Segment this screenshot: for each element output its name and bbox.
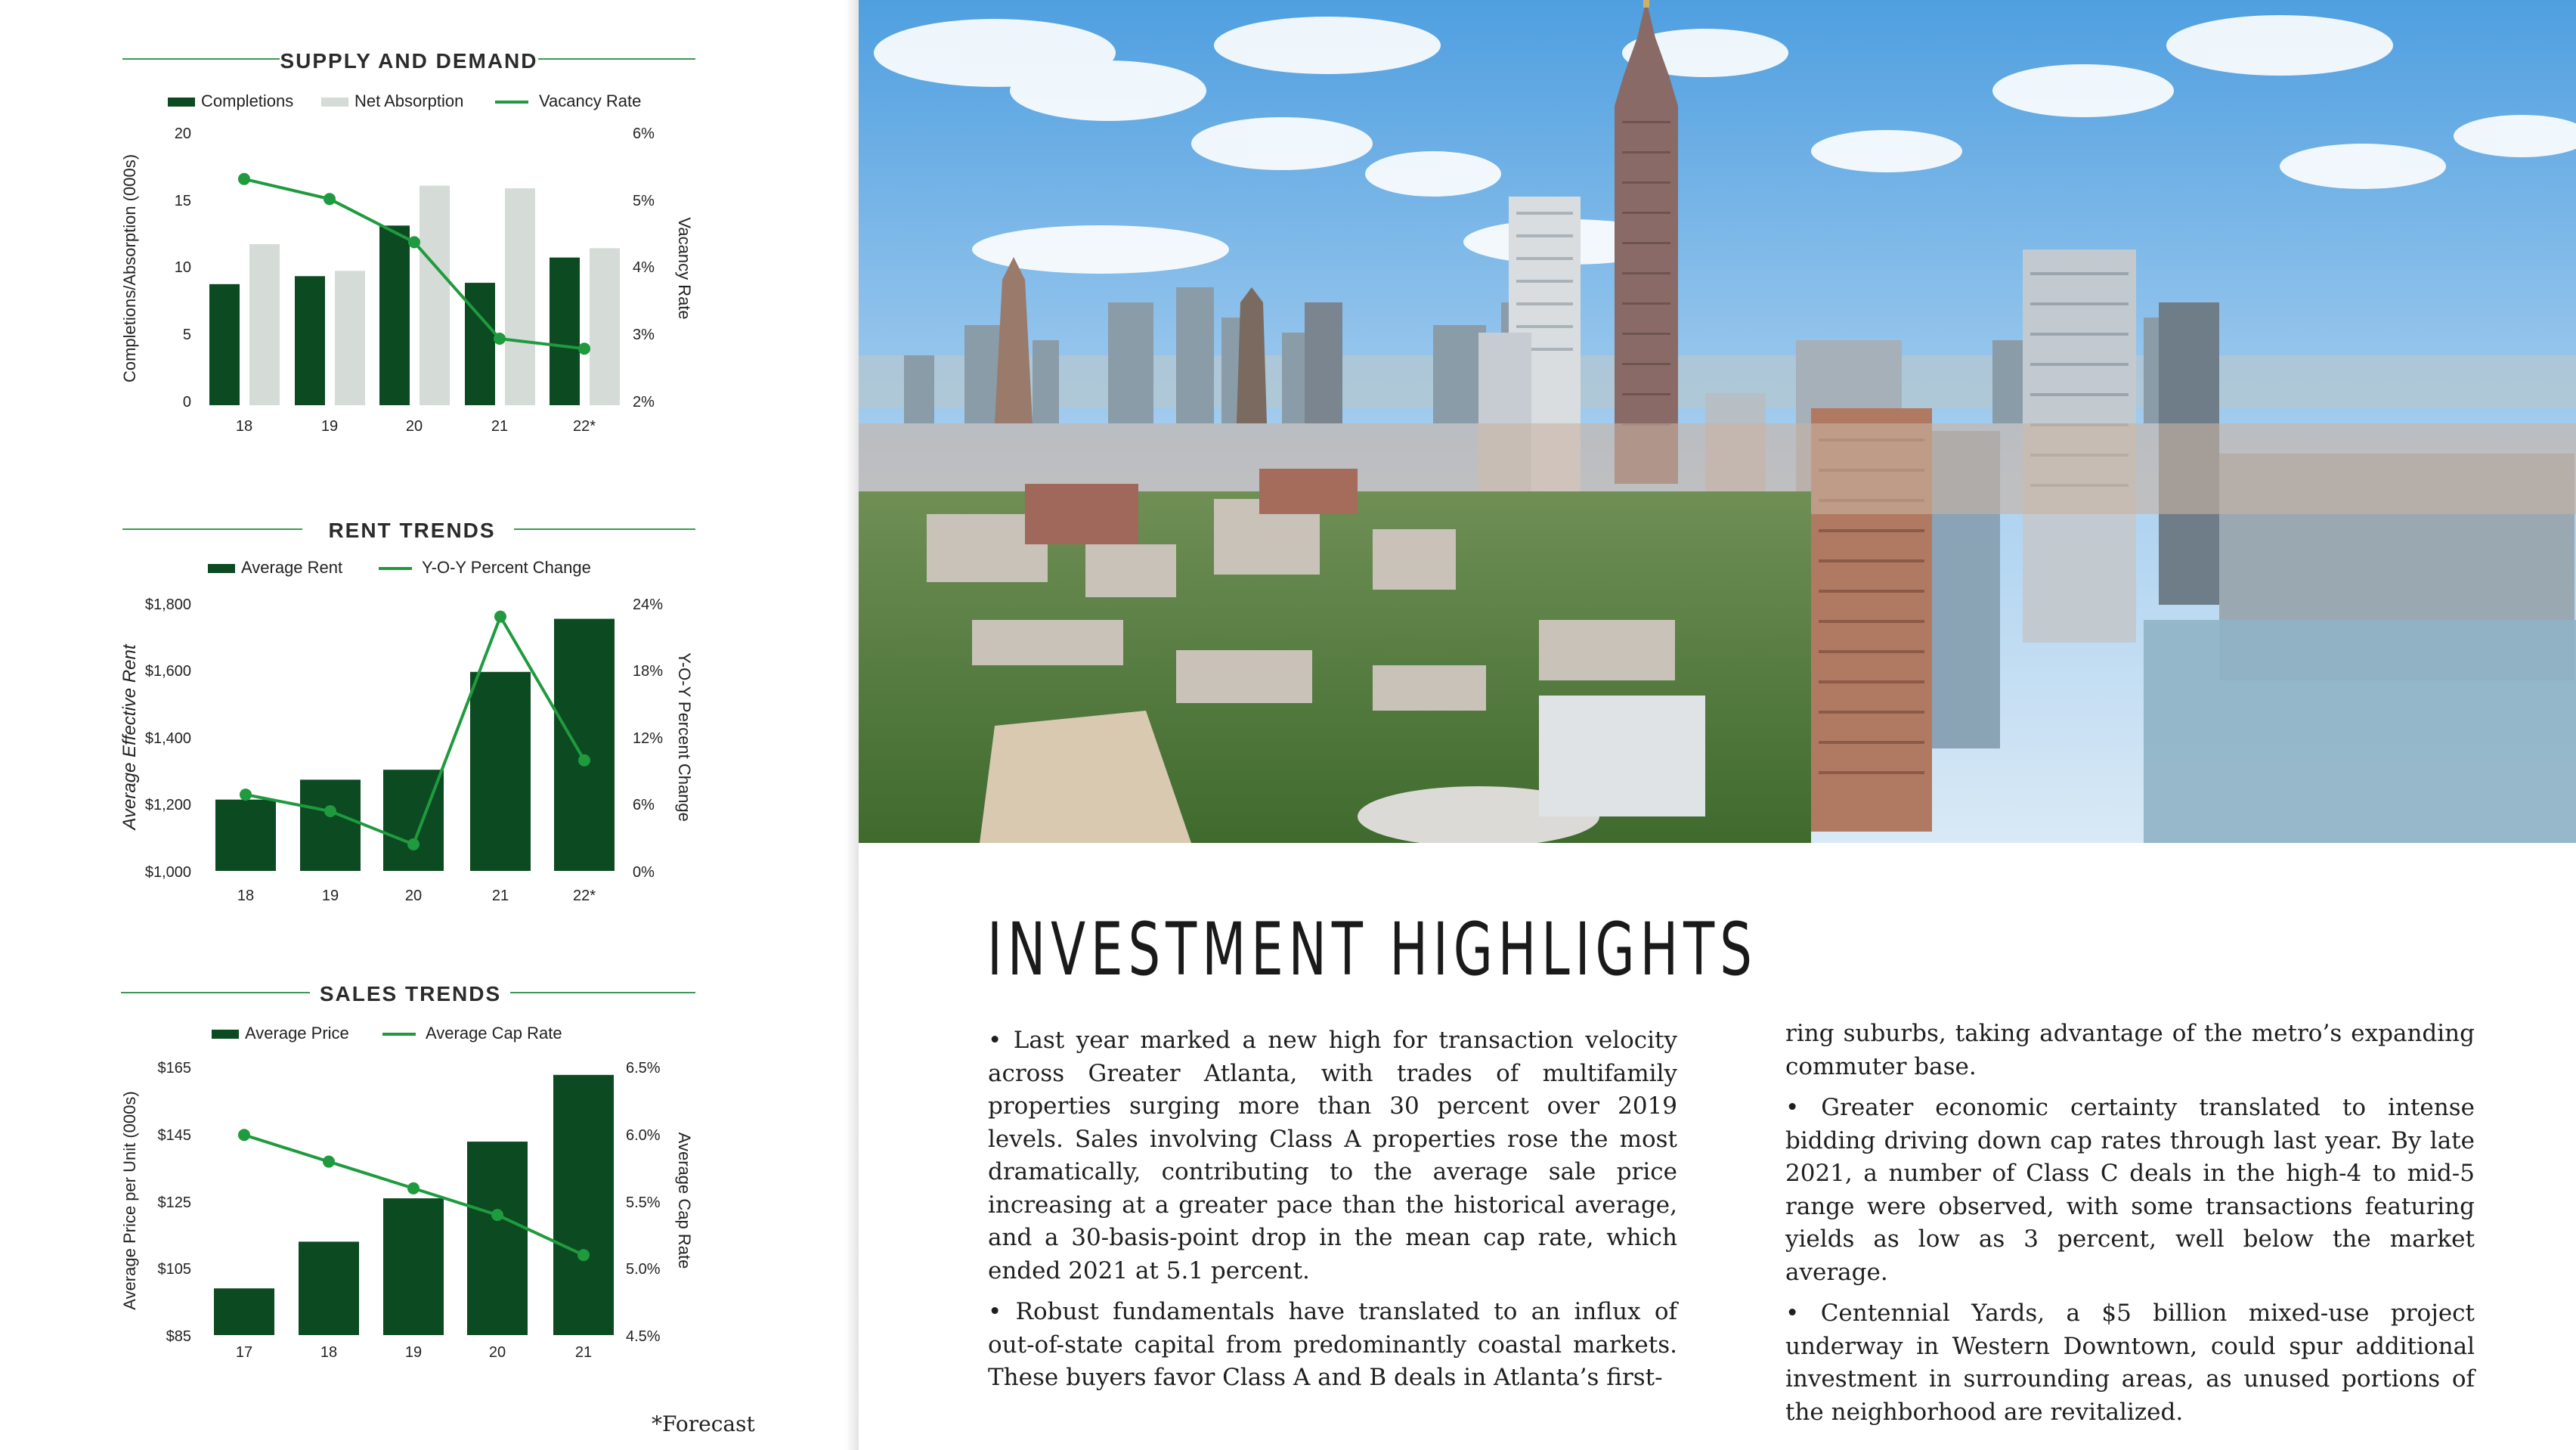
y-tick-left: 0	[182, 394, 191, 411]
plot-area	[209, 173, 620, 405]
line-point-18	[240, 789, 252, 801]
y-axis-label-left: Completions/Absorption (000s)	[120, 153, 139, 383]
x-tick: 18	[237, 888, 255, 904]
paragraph: • Greater economic certainty translated to intense bidding driving down cap rates through last year. By late 2021, a number of Class C deals in the high-4 to mid-5 range were observed, with some transactions featuring yields as low as 3 percent, well below the market average.	[1785, 1094, 2475, 1286]
line-point-22	[578, 754, 590, 767]
legend-label-yoy-change: Y-O-Y Percent Change	[422, 558, 591, 577]
bar-average-price-19	[383, 1198, 444, 1335]
y-tick-left: $125	[157, 1194, 191, 1211]
line-point-19	[407, 1182, 420, 1194]
article-column-1	[988, 1024, 1677, 1403]
chart-title: SUPPLY AND DEMAND	[280, 49, 538, 73]
page-fold-shadow	[845, 0, 860, 1450]
bar-average-price-20	[467, 1142, 528, 1335]
y-tick-left: 15	[174, 193, 191, 209]
y-tick-left: $85	[166, 1328, 191, 1345]
y-tick-right: 18%	[633, 663, 664, 680]
bar-completions-19	[295, 276, 325, 405]
skyline-illustration	[859, 0, 2576, 843]
y-tick-right: 3%	[633, 327, 655, 343]
legend	[208, 558, 591, 577]
y-tick-left: 10	[174, 259, 191, 276]
bar-completions-22	[550, 258, 580, 405]
x-tick: 19	[321, 888, 339, 904]
sales-trends-svg	[0, 960, 859, 1368]
legend-label-vacancy-rate: Vacancy Rate	[539, 91, 642, 110]
x-tick: 22*	[572, 418, 596, 435]
x-tick: 19	[404, 1344, 423, 1361]
legend-label-net-absorption: Net Absorption	[355, 91, 464, 110]
x-tick: 21	[491, 418, 509, 435]
bar-average-rent-18	[215, 800, 276, 871]
y-tick-right: 4.5%	[626, 1328, 661, 1345]
line-point-22	[578, 342, 590, 355]
y-axis-label-left: Average Effective Rent	[119, 644, 140, 830]
line-point-20	[407, 838, 420, 850]
section-heading: INVESTMENT HIGHLIGHTS	[987, 907, 1757, 992]
x-tick: 20	[404, 888, 423, 904]
legend-swatch-average-price	[212, 1030, 239, 1039]
line-point-21	[494, 333, 506, 345]
bar-completions-18	[209, 284, 240, 405]
legend-swatch-completions	[168, 98, 195, 107]
supply-demand-svg	[0, 30, 859, 454]
legend-swatch-net-absorption	[321, 98, 348, 107]
y-axis-label-right: Average Cap Rate	[675, 1132, 694, 1269]
supply-demand-chart	[0, 30, 859, 454]
line-point-20	[491, 1209, 503, 1221]
legend-swatch-average-rent	[208, 564, 235, 573]
bar-net-absorption-20	[420, 186, 450, 405]
article-column-2	[1785, 1018, 2475, 1437]
bar-average-price-17	[214, 1288, 274, 1335]
y-tick-left: $105	[157, 1261, 191, 1278]
y-tick-left: 5	[182, 327, 191, 343]
bar-average-price-21	[553, 1075, 614, 1335]
chart-title: SALES TRENDS	[319, 982, 502, 1005]
plot-area	[215, 611, 615, 871]
y-axis-label-right: Vacancy Rate	[675, 217, 694, 320]
x-tick: 20	[488, 1344, 506, 1361]
bar-average-rent-21	[470, 672, 531, 871]
paragraph: • Last year marked a new high for transaction velocity across Greater Atlanta, with trades of multifamily properties surging more than 30 percent over 2019 levels. Sales involving Class A properties rose the most dramatically, contributing to the average sale price increasing at a greater pace than the historical average, and a 30-basis-point drop in the mean cap rate, which ended 2021 at 5.1 percent.	[988, 1027, 1677, 1284]
line-point-21	[494, 611, 506, 623]
x-tick: 21	[574, 1344, 593, 1361]
y-tick-right: 6.0%	[626, 1127, 661, 1144]
y-tick-right: 4%	[633, 259, 655, 276]
line-point-19	[324, 193, 336, 205]
sales-trends-chart	[0, 960, 859, 1368]
y-tick-left: $1,600	[144, 663, 191, 680]
legend-label-cap-rate: Average Cap Rate	[426, 1024, 562, 1043]
line-point-21	[577, 1249, 590, 1261]
article-page	[859, 0, 2576, 1450]
legend-label-average-rent: Average Rent	[241, 558, 343, 577]
x-tick: 18	[235, 418, 253, 435]
line-point-18	[238, 173, 250, 185]
y-tick-left: $1,800	[144, 596, 191, 613]
charts-panel	[0, 0, 859, 1450]
y-tick-right: 6%	[633, 797, 655, 813]
line-point-18	[323, 1156, 335, 1168]
bar-net-absorption-21	[505, 188, 535, 405]
x-tick: 22*	[572, 888, 596, 904]
x-tick: 20	[405, 418, 423, 435]
y-tick-left: 20	[174, 125, 191, 142]
bar-net-absorption-19	[335, 271, 365, 405]
city-skyline-photo	[859, 0, 2576, 843]
chart-title: RENT TRENDS	[328, 519, 496, 542]
y-tick-right: 6.5%	[626, 1060, 661, 1077]
x-tick: 19	[320, 418, 339, 435]
legend	[212, 1024, 562, 1043]
x-tick: 18	[320, 1344, 338, 1361]
line-point-19	[324, 805, 336, 817]
line-point-20	[408, 236, 420, 248]
y-tick-right: 12%	[633, 730, 664, 747]
bar-average-price-18	[299, 1241, 359, 1335]
y-axis-label-right: Y-O-Y Percent Change	[675, 652, 694, 822]
y-tick-right: 5%	[633, 193, 655, 209]
legend	[168, 91, 641, 110]
bar-net-absorption-22	[590, 248, 620, 405]
paragraph: ring suburbs, taking advantage of the metro’s expanding commuter base.	[1785, 1020, 2475, 1080]
rent-trends-chart	[0, 499, 859, 922]
y-tick-right: 24%	[633, 596, 664, 613]
y-tick-left: $1,000	[144, 864, 191, 881]
bar-net-absorption-18	[249, 244, 280, 405]
line-point-17	[238, 1129, 250, 1141]
y-tick-left: $1,200	[144, 797, 191, 813]
y-tick-right: 5.5%	[626, 1194, 661, 1211]
paragraph: • Centennial Yards, a $5 billion mixed-use project underway in Western Downtown, could spur additional investment in surrounding areas, as unused portions of the neighborhood are revitalized.	[1785, 1300, 2475, 1426]
y-tick-left: $165	[157, 1060, 191, 1077]
y-axis-label-left: Average Price per Unit (000s)	[120, 1091, 139, 1310]
x-tick: 21	[491, 888, 509, 904]
plot-area	[214, 1075, 614, 1335]
rent-trends-svg	[0, 499, 859, 922]
y-tick-right: 5.0%	[626, 1261, 661, 1278]
y-tick-left: $1,400	[144, 730, 191, 747]
y-tick-right: 2%	[633, 394, 655, 411]
y-tick-right: 6%	[633, 125, 655, 142]
x-tick: 17	[235, 1344, 253, 1361]
legend-label-completions: Completions	[201, 91, 294, 110]
y-tick-left: $145	[157, 1127, 191, 1144]
bar-completions-20	[379, 225, 410, 405]
legend-label-average-price: Average Price	[245, 1024, 349, 1043]
bar-average-rent-19	[300, 779, 361, 871]
paragraph: • Robust fundamentals have translated to an influx of out-of-state capital from predominantly coastal markets. These buyers favor Class A and B deals in Atlanta’s first-	[988, 1298, 1677, 1391]
y-tick-right: 0%	[633, 864, 655, 881]
bar-average-rent-22	[554, 619, 615, 871]
forecast-footnote: *Forecast	[652, 1411, 755, 1436]
bar-completions-21	[465, 283, 495, 405]
